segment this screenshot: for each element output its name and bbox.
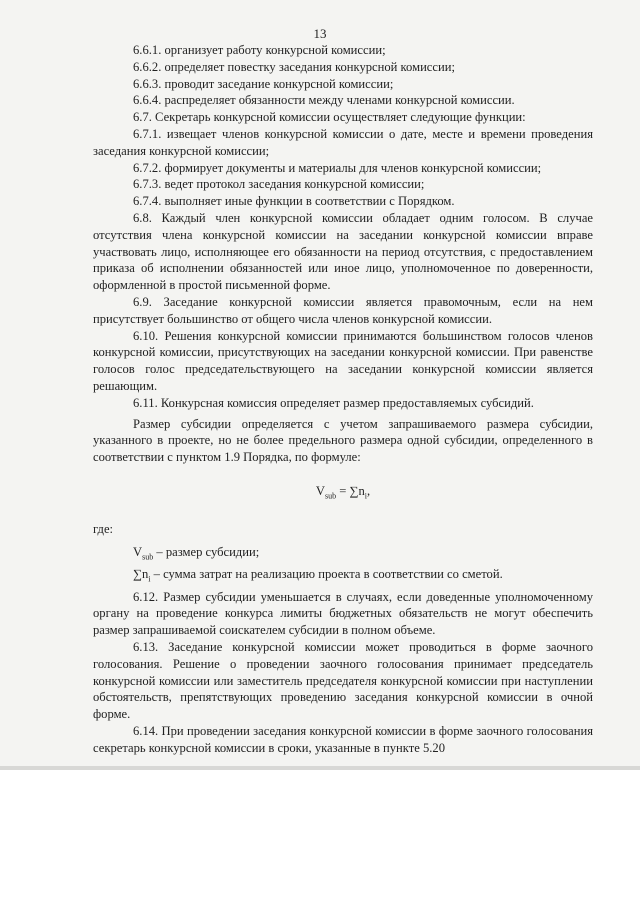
- paragraph-6-13: 6.13. Заседание конкурсной комиссии может проводиться в форме заочного голосования. Решение о проведении заочного голосования принимает председатель конкурсной комиссии или заместитель председателя конкурсной комиссии при наступлении обстоятельств, препятствующих проведению заседания конкурсной комиссии в очной форме.: [93, 640, 593, 722]
- definition-sum-symbol: ∑n: [133, 567, 149, 582]
- paragraph-6-6-2: 6.6.2. определяет повестку заседания конкурсной комиссии;: [133, 59, 455, 74]
- definition-sum: [93, 566, 593, 588]
- paragraph-6-6-1: 6.6.1. организует работу конкурсной комиссии;: [133, 43, 386, 57]
- paragraph-6-6-3: 6.6.3. проводит заседание конкурсной комиссии;: [133, 76, 394, 91]
- paragraph-6-7-4: 6.7.4. выполняет иные функции в соответствии с Порядком.: [133, 194, 455, 209]
- paragraph-6-12: 6.12. Размер субсидии уменьшается в случаях, если доведенные уполномоченному органу на проведение конкурса лимиты бюджетных обязательств не могут обеспечить размер запрашиваемой соискателем субсидии в полном объеме.: [93, 589, 593, 638]
- page-edge: [0, 766, 640, 770]
- paragraph-6-8: 6.8. Каждый член конкурсной комиссии обладает одним голосом. В случае отсутствия члена конкурсной комиссии на заседании конкурсной комиссии вправе участвовать лицо, исполняющее его обязанности на период отсутствия, с предоставлением приказа об исполнении обязанностей или иное лицо, уполномоченное по доверенности, оформленной в простой письменной форме.: [93, 210, 593, 293]
- definition-vsub-symbol: V: [133, 545, 143, 560]
- definition-sum-text: – сумма затрат на реализацию проекта в соответствии со сметой.: [150, 567, 503, 582]
- page-number: 13: [313, 26, 327, 41]
- paragraph-6-7-2: 6.7.2. формирует документы и материалы для членов конкурсной комиссии;: [133, 160, 542, 175]
- paragraph-6-11: 6.11. Конкурсная комиссия определяет размер предоставляемых субсидий.: [133, 395, 534, 410]
- paragraph-subsidy-size: Размер субсидии определяется с учетом запрашиваемого размера субсидии, указанного в проекте, но не более предельного размера одной субсидии, определенного в соответствии с пунктом 1.9 Порядка, по формуле:: [93, 416, 593, 465]
- definition-sum-sub: i: [148, 574, 151, 584]
- paragraph-6-7-3: 6.7.3. ведет протокол заседания конкурсной комиссии;: [133, 177, 425, 192]
- paragraph-6-14: 6.14. При проведении заседания конкурсной комиссии в форме заочного голосования секретарь конкурсной комиссии в сроки, указанные в пункте 5.20: [93, 724, 593, 755]
- formula-tail: ,: [367, 483, 371, 498]
- formula-sum-sub: i: [364, 491, 367, 501]
- paragraph-6-6-4: 6.6.4. распределяет обязанности между членами конкурсной комиссии.: [133, 93, 515, 108]
- formula-lhs-sub: sub: [324, 491, 337, 501]
- formula-lhs: V: [315, 483, 325, 498]
- subsidy-formula: [93, 483, 593, 505]
- document-body: [93, 42, 593, 757]
- paragraph-6-9: 6.9. Заседание конкурсной комиссии является правомочным, если на нем присутствует большинство от общего числа членов конкурсной комиссии.: [93, 294, 593, 326]
- definition-vsub: [93, 544, 593, 566]
- definition-vsub-sub: sub: [142, 552, 154, 562]
- where-label: где:: [93, 522, 114, 537]
- paragraph-6-7: 6.7. Секретарь конкурсной комиссии осуществляет следующие функции:: [133, 110, 526, 125]
- formula-eq: =: [336, 483, 350, 498]
- paragraph-6-10: 6.10. Решения конкурсной комиссии принимаются большинством голосов членов конкурсной комиссии, присутствующих на заседании конкурсной комиссии. При равенстве голосов голос председательствующего на заседании конкурсной комиссии является решающим.: [93, 328, 593, 393]
- formula-sum: ∑n: [349, 483, 365, 498]
- paragraph-6-7-1: 6.7.1. извещает членов конкурсной комиссии о дате, месте и времени проведения заседания конкурсной комиссии;: [93, 126, 593, 158]
- definition-vsub-text: – размер субсидии;: [153, 545, 260, 560]
